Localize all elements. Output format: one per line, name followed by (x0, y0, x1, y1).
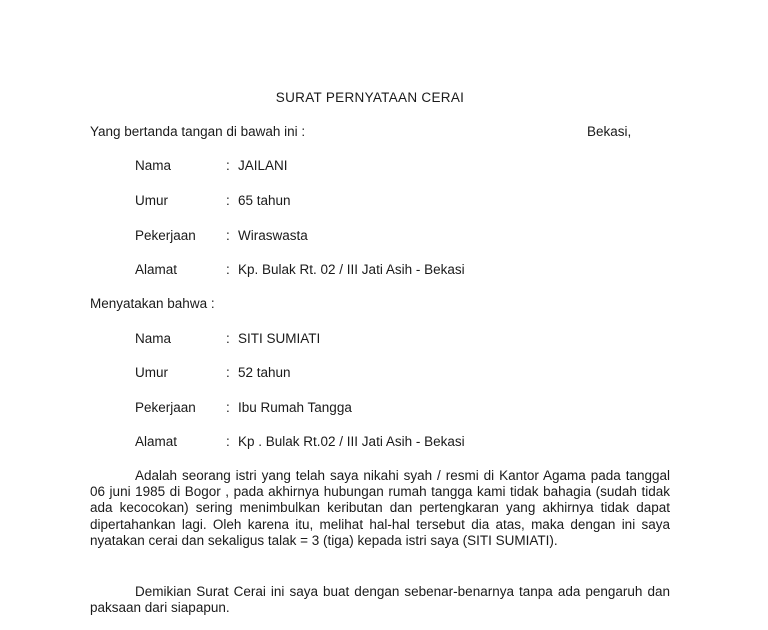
field-label: Alamat (135, 262, 178, 277)
field-label: Pekerjaan (135, 400, 196, 415)
field-colon: : (226, 365, 230, 380)
place-date: Bekasi, (587, 124, 632, 139)
field-label: Nama (135, 158, 172, 173)
document-title: SURAT PERNYATAAN CERAI (275, 90, 465, 105)
field-label: Nama (135, 331, 172, 346)
field-value: 65 tahun (238, 193, 291, 208)
closing-paragraph (90, 584, 670, 616)
field-value: Wiraswasta (238, 228, 308, 243)
field-colon: : (226, 331, 230, 346)
field-colon: : (226, 193, 230, 208)
field-label: Pekerjaan (135, 228, 196, 243)
field-label: Alamat (135, 434, 178, 449)
field-value: Kp . Bulak Rt.02 / III Jati Asih - Bekasi (238, 434, 465, 449)
field-value: Kp. Bulak Rt. 02 / III Jati Asih - Bekasi (238, 262, 465, 277)
field-colon: : (226, 400, 230, 415)
statement-paragraph (90, 468, 670, 549)
field-colon: : (226, 158, 230, 173)
closing-text: Demikian Surat Cerai ini saya buat dengan sebenar-benarnya tanpa ada pengaruh dan paksaan dari siapapun. (90, 584, 670, 616)
field-label: Umur (135, 365, 168, 380)
field-value: SITI SUMIATI (238, 331, 321, 346)
field-colon: : (226, 228, 230, 243)
intro-line: Yang bertanda tangan di bawah ini : (90, 124, 306, 139)
declare-line: Menyatakan bahwa : (90, 296, 215, 311)
field-value: Ibu Rumah Tangga (238, 400, 352, 415)
field-value: 52 tahun (238, 365, 291, 380)
field-colon: : (226, 434, 230, 449)
field-colon: : (226, 262, 230, 277)
statement-text: Adalah seorang istri yang telah saya nikahi syah / resmi di Kantor Agama pada tanggal 06 juni 1985 di Bogor , pada akhirnya hubungan rumah tangga kami tidak bahagia (sudah tidak ada kecocokan) sering menimbulkan keributan dan pertengkaran yang akhirnya tidak dapat dipertahankan lagi. Oleh karena itu, melihat hal-hal tersebut dia atas, maka dengan ini saya nyatakan cerai dan sekaligus talak = 3 (tiga) kepada istri saya (SITI SUMIATI). (90, 468, 670, 548)
field-value: JAILANI (238, 158, 288, 173)
field-label: Umur (135, 193, 168, 208)
